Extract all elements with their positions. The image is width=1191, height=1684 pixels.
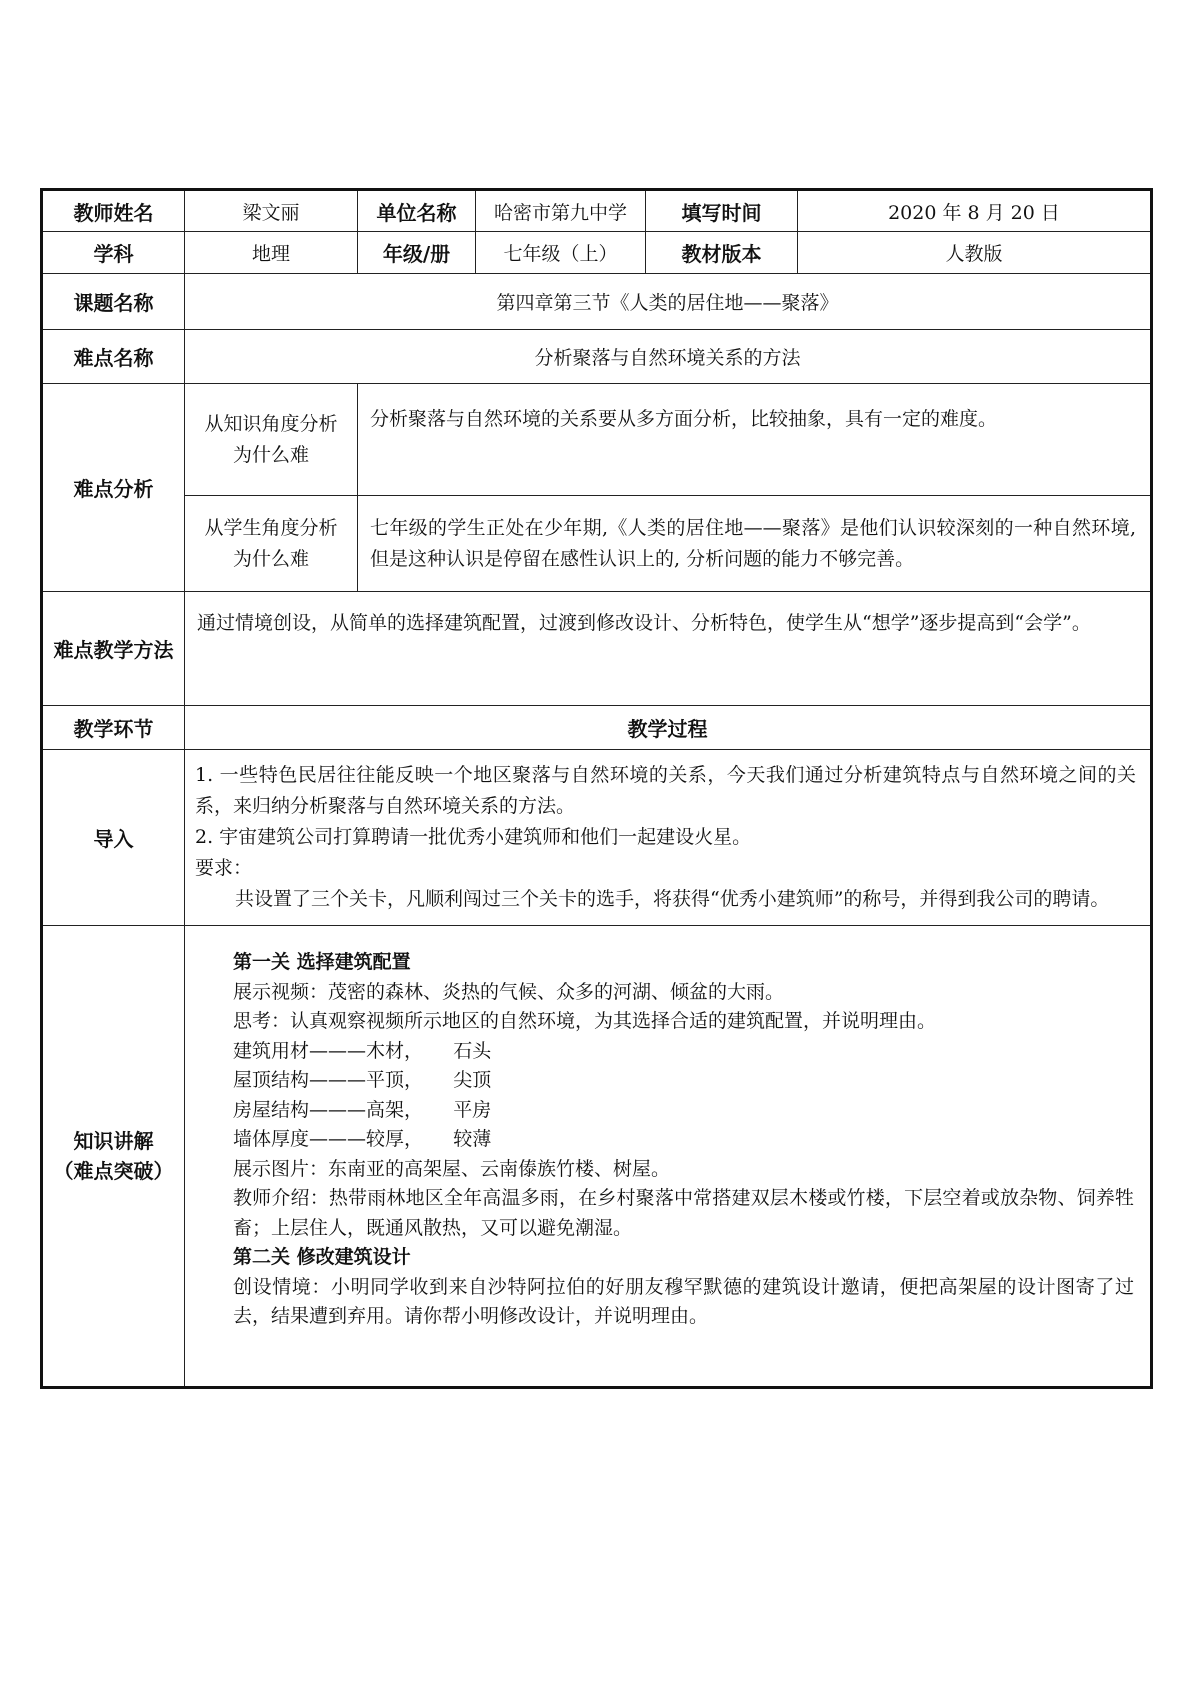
fill-time-value: 2020 年 8 月 20 日	[798, 190, 1152, 232]
topic-label: 课题名称	[42, 274, 185, 330]
knowledge-angle-label-line1: 从知识角度分析	[204, 412, 338, 435]
method-cell	[185, 592, 1152, 706]
student-angle-cell	[358, 496, 1152, 592]
topic-row	[42, 274, 1152, 330]
level-1-title: 第一关 选择建筑配置	[233, 951, 411, 973]
analysis-student-row	[42, 496, 1152, 592]
level-2-title: 第二关 修改建筑设计	[233, 1246, 411, 1268]
intro-line-1: 1. 一些特色民居往往能反映一个地区聚落与自然环境的关系，今天我们通过分析建筑特点与自然环境之间的关系，来归纳分析聚落与自然环境关系的方法。	[195, 764, 1136, 817]
option-wall: 墙体厚度———较厚， 较薄	[233, 1128, 492, 1150]
student-angle-label-line2: 为什么难	[232, 547, 309, 570]
knowledge-angle-cell	[358, 384, 1152, 496]
pictures-line: 展示图片：东南亚的高架屋、云南傣族竹楼、树屋。	[233, 1157, 671, 1180]
grade-label: 年级/册	[358, 232, 476, 274]
unit-name-label: 单位名称	[358, 190, 476, 232]
stage-header: 教学环节	[42, 706, 185, 750]
analysis-label: 难点分析	[42, 384, 185, 592]
video-line: 展示视频：茂密的森林、炎热的气候、众多的河湖、倾盆的大雨。	[233, 980, 785, 1003]
intro-content	[185, 760, 1150, 915]
intro-label: 导入	[42, 750, 185, 926]
knowledge-angle-label-line2: 为什么难	[232, 443, 309, 466]
method-text: 通过情境创设，从简单的选择建筑配置，过渡到修改设计、分析特色，使学生从“想学”逐步提高到“会学”。	[197, 612, 1091, 634]
option-structure: 房屋结构———高架， 平房	[233, 1098, 492, 1121]
method-row	[42, 592, 1152, 706]
intro-line-3: 要求：	[195, 857, 253, 879]
knowledge-angle-text: 分析聚落与自然环境的关系要从多方面分析，比较抽象，具有一定的难度。	[370, 408, 998, 430]
lesson-plan-table	[40, 188, 1153, 1389]
knowledge-row	[42, 926, 1152, 1388]
think-line: 思考：认真观察视频所示地区的自然环境，为其选择合适的建筑配置，并说明理由。	[233, 1010, 937, 1032]
lesson-plan-page	[40, 188, 1150, 1389]
difficulty-value: 分析聚落与自然环境关系的方法	[185, 330, 1152, 384]
unit-name-value: 哈密市第九中学	[476, 190, 646, 232]
subject-label: 学科	[42, 232, 185, 274]
student-angle-text: 七年级的学生正处在少年期,《人类的居住地——聚落》是他们认识较深刻的一种自然环境, 但是这种认识是停留在感性认识上的, 分析问题的能力不够完善。	[370, 516, 1136, 570]
student-angle-label-line1: 从学生角度分析	[204, 516, 338, 539]
knowledge-label-line1: 知识讲解	[73, 1129, 154, 1153]
subject-value: 地理	[185, 232, 358, 274]
grade-value: 七年级（上）	[476, 232, 646, 274]
teacher-name-value: 梁文丽	[185, 190, 358, 232]
intro-line-2: 2. 宇宙建筑公司打算聘请一批优秀小建筑师和他们一起建设火星。	[195, 826, 752, 848]
intro-line-4: 共设置了三个关卡，凡顺利闯过三个关卡的选手，将获得“优秀小建筑师”的称号，并得到我公司的聘请。	[235, 888, 1110, 910]
header-row-2	[42, 232, 1152, 274]
option-material: 建筑用材———木材， 石头	[233, 1039, 492, 1062]
process-header-row	[42, 706, 1152, 750]
intro-row	[42, 750, 1152, 926]
knowledge-label-line2: （难点突破）	[53, 1159, 174, 1183]
method-label: 难点教学方法	[42, 592, 185, 706]
knowledge-cell	[185, 926, 1152, 1388]
knowledge-label	[42, 926, 185, 1388]
knowledge-angle-label	[185, 384, 358, 496]
difficulty-label: 难点名称	[42, 330, 185, 384]
topic-value: 第四章第三节《人类的居住地——聚落》	[185, 274, 1152, 330]
intro-cell	[185, 750, 1152, 926]
options-list	[233, 1037, 1134, 1155]
analysis-knowledge-row	[42, 384, 1152, 496]
student-angle-label	[185, 496, 358, 592]
fill-time-label: 填写时间	[646, 190, 798, 232]
process-header: 教学过程	[185, 706, 1152, 750]
difficulty-row	[42, 330, 1152, 384]
scenario-line: 创设情境：小明同学收到来自沙特阿拉伯的好朋友穆罕默德的建筑设计邀请，便把高架屋的设计图寄了过去，结果遭到弃用。请你帮小明修改设计，并说明理由。	[233, 1275, 1134, 1327]
edition-label: 教材版本	[646, 232, 798, 274]
teacher-intro-line: 教师介绍：热带雨林地区全年高温多雨，在乡村聚落中常搭建双层木楼或竹楼，下层空着或放杂物、饲养牲畜；上层住人，既通风散热，又可以避免潮湿。	[233, 1187, 1134, 1239]
teacher-name-label: 教师姓名	[42, 190, 185, 232]
knowledge-content	[185, 926, 1150, 1332]
header-row-1	[42, 190, 1152, 232]
option-roof: 屋顶结构———平顶， 尖顶	[233, 1069, 492, 1091]
edition-value: 人教版	[798, 232, 1152, 274]
